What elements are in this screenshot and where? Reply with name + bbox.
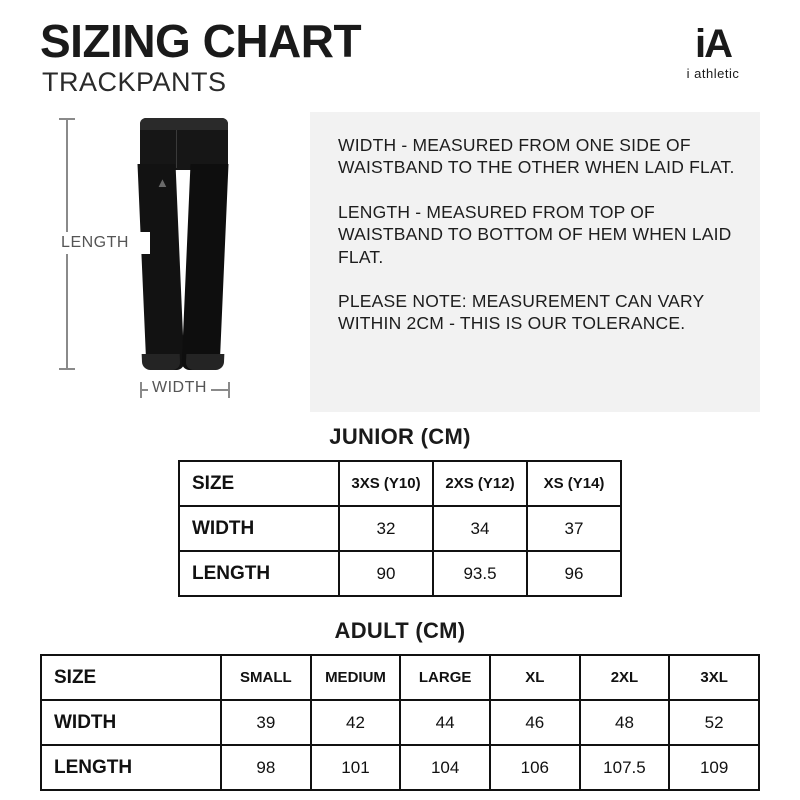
adult-length-4: 107.5 <box>580 745 670 790</box>
instruction-tolerance: PLEASE NOTE: MEASUREMENT CAN VARY WITHIN 2CM - THIS IS OUR TOLERANCE. <box>338 290 705 334</box>
adult-length-2: 104 <box>400 745 490 790</box>
junior-col-2: XS (Y14) <box>527 461 621 506</box>
table-row <box>179 551 621 596</box>
adult-length-5: 109 <box>669 745 759 790</box>
junior-length-2: 96 <box>527 551 621 596</box>
page-header <box>40 15 760 98</box>
brand-logo <box>668 24 758 81</box>
pants-seam <box>176 130 177 168</box>
junior-col-0: 3XS (Y10) <box>339 461 433 506</box>
table-row <box>179 506 621 551</box>
adult-row-label-width: WIDTH <box>41 700 221 745</box>
logo-wordmark: i athletic <box>686 66 740 81</box>
table-row <box>41 655 759 700</box>
pants-logo-icon: ▲ <box>156 175 169 190</box>
adult-col-3: XL <box>490 655 580 700</box>
adult-width-1: 42 <box>311 700 401 745</box>
adult-col-0: SMALL <box>221 655 311 700</box>
junior-length-1: 93.5 <box>433 551 527 596</box>
adult-row-label-length: LENGTH <box>41 745 221 790</box>
adult-size-header: SIZE <box>41 655 221 700</box>
length-measure-label: LENGTH <box>40 232 150 254</box>
junior-width-1: 34 <box>433 506 527 551</box>
adult-size-section <box>40 618 760 791</box>
adult-width-0: 39 <box>221 700 311 745</box>
adult-width-2: 44 <box>400 700 490 745</box>
junior-width-0: 32 <box>339 506 433 551</box>
adult-width-5: 52 <box>669 700 759 745</box>
junior-size-header: SIZE <box>179 461 339 506</box>
table-row <box>41 745 759 790</box>
pants-left-leg <box>138 164 185 370</box>
junior-size-table <box>178 460 622 597</box>
instruction-length: LENGTH - MEASURED FROM TOP OF WAISTBAND TO BOTTOM OF HEM WHEN LAID FLAT. <box>338 201 732 267</box>
pants-right-cuff <box>186 354 225 370</box>
adult-width-4: 48 <box>580 700 670 745</box>
width-measure-label: WIDTH <box>148 379 211 397</box>
measurement-instructions-panel <box>310 112 760 412</box>
junior-row-label-length: LENGTH <box>179 551 339 596</box>
pants-right-leg <box>182 164 229 370</box>
junior-row-label-width: WIDTH <box>179 506 339 551</box>
product-diagram <box>52 112 302 412</box>
adult-length-3: 106 <box>490 745 580 790</box>
junior-table-title: JUNIOR (CM) <box>329 424 471 449</box>
junior-length-0: 90 <box>339 551 433 596</box>
junior-size-section <box>178 424 622 597</box>
adult-col-4: 2XL <box>580 655 670 700</box>
adult-table-title: ADULT (CM) <box>334 618 466 643</box>
page-title: SIZING CHART <box>40 15 362 67</box>
adult-col-1: MEDIUM <box>311 655 401 700</box>
page-subtitle: TRACKPANTS <box>42 67 227 97</box>
junior-col-1: 2XS (Y12) <box>433 461 527 506</box>
adult-width-3: 46 <box>490 700 580 745</box>
pants-left-cuff <box>142 354 181 370</box>
table-row <box>179 461 621 506</box>
junior-width-2: 37 <box>527 506 621 551</box>
adult-col-2: LARGE <box>400 655 490 700</box>
instruction-width: WIDTH - MEASURED FROM ONE SIDE OF WAISTBAND TO THE OTHER WHEN LAID FLAT. <box>338 135 735 178</box>
adult-length-0: 98 <box>221 745 311 790</box>
pants-waistband <box>140 118 228 130</box>
adult-length-1: 101 <box>311 745 401 790</box>
logo-mark-icon: iA <box>695 22 731 66</box>
table-row <box>41 700 759 745</box>
adult-size-table <box>40 654 760 791</box>
adult-col-5: 3XL <box>669 655 759 700</box>
